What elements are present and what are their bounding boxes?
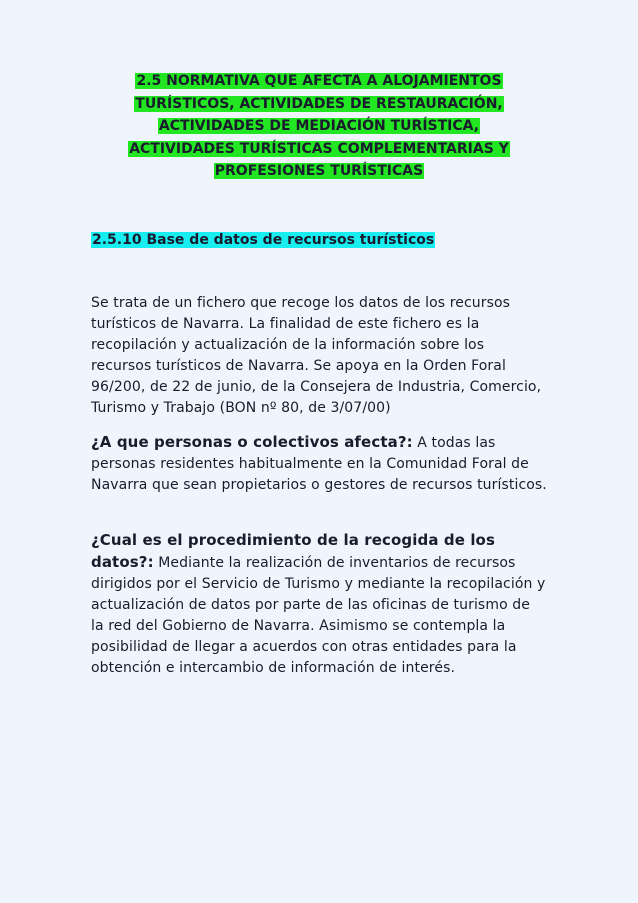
procedure-answer: Mediante la realización de inventarios de recursos dirigidos por el Servicio de Turismo y mediante la recopilación y actualización de datos por parte de las oficinas de turismo de la red del Gobierno de Navarra. Asimismo se contempla la posibilidad de llegar a acuerdos con otras entidades para la obtención e intercambio de información de interés.: [91, 555, 546, 676]
chapter-title-line-1: 2.5 NORMATIVA QUE AFECTA A ALOJAMIENTOS: [136, 73, 502, 89]
procedure-paragraph: [91, 530, 547, 679]
chapter-title-line-4: ACTIVIDADES TURÍSTICAS COMPLEMENTARIAS Y: [129, 140, 509, 157]
chapter-title-line-5: PROFESIONES TURÍSTICAS: [214, 163, 424, 179]
chapter-title-line-3: ACTIVIDADES DE MEDIACIÓN TURÍSTICA,: [158, 118, 480, 134]
affected-question: ¿A que personas o colectivos afecta?:: [91, 433, 413, 451]
chapter-title: [92, 70, 546, 183]
affected-paragraph: [91, 432, 547, 496]
procedure-question: ¿Cual es el procedimiento de la recogida de los datos?:: [91, 531, 495, 571]
section-title: [91, 230, 435, 250]
chapter-title-line-2: TURÍSTICOS, ACTIVIDADES DE RESTAURACIÓN,: [135, 95, 503, 112]
section-title-text: 2.5.10 Base de datos de recursos turísticos: [92, 232, 435, 248]
intro-paragraph: Se trata de un fichero que recoge los datos de los recursos turísticos de Navarra. La finalidad de este fichero es la recopilación y actualización de la información sobre los recursos turísticos de Navarra. Se apoya en la Orden Foral 96/200, de 22 de junio, de la Consejera de Industria, Comercio, Turismo y Trabajo (BON nº 80, de 3/07/00): [91, 295, 542, 416]
affected-answer: A todas las personas residentes habitualmente en la Comunidad Foral de Navarra que sean propietarios o gestores de recursos turísticos.: [91, 435, 547, 493]
